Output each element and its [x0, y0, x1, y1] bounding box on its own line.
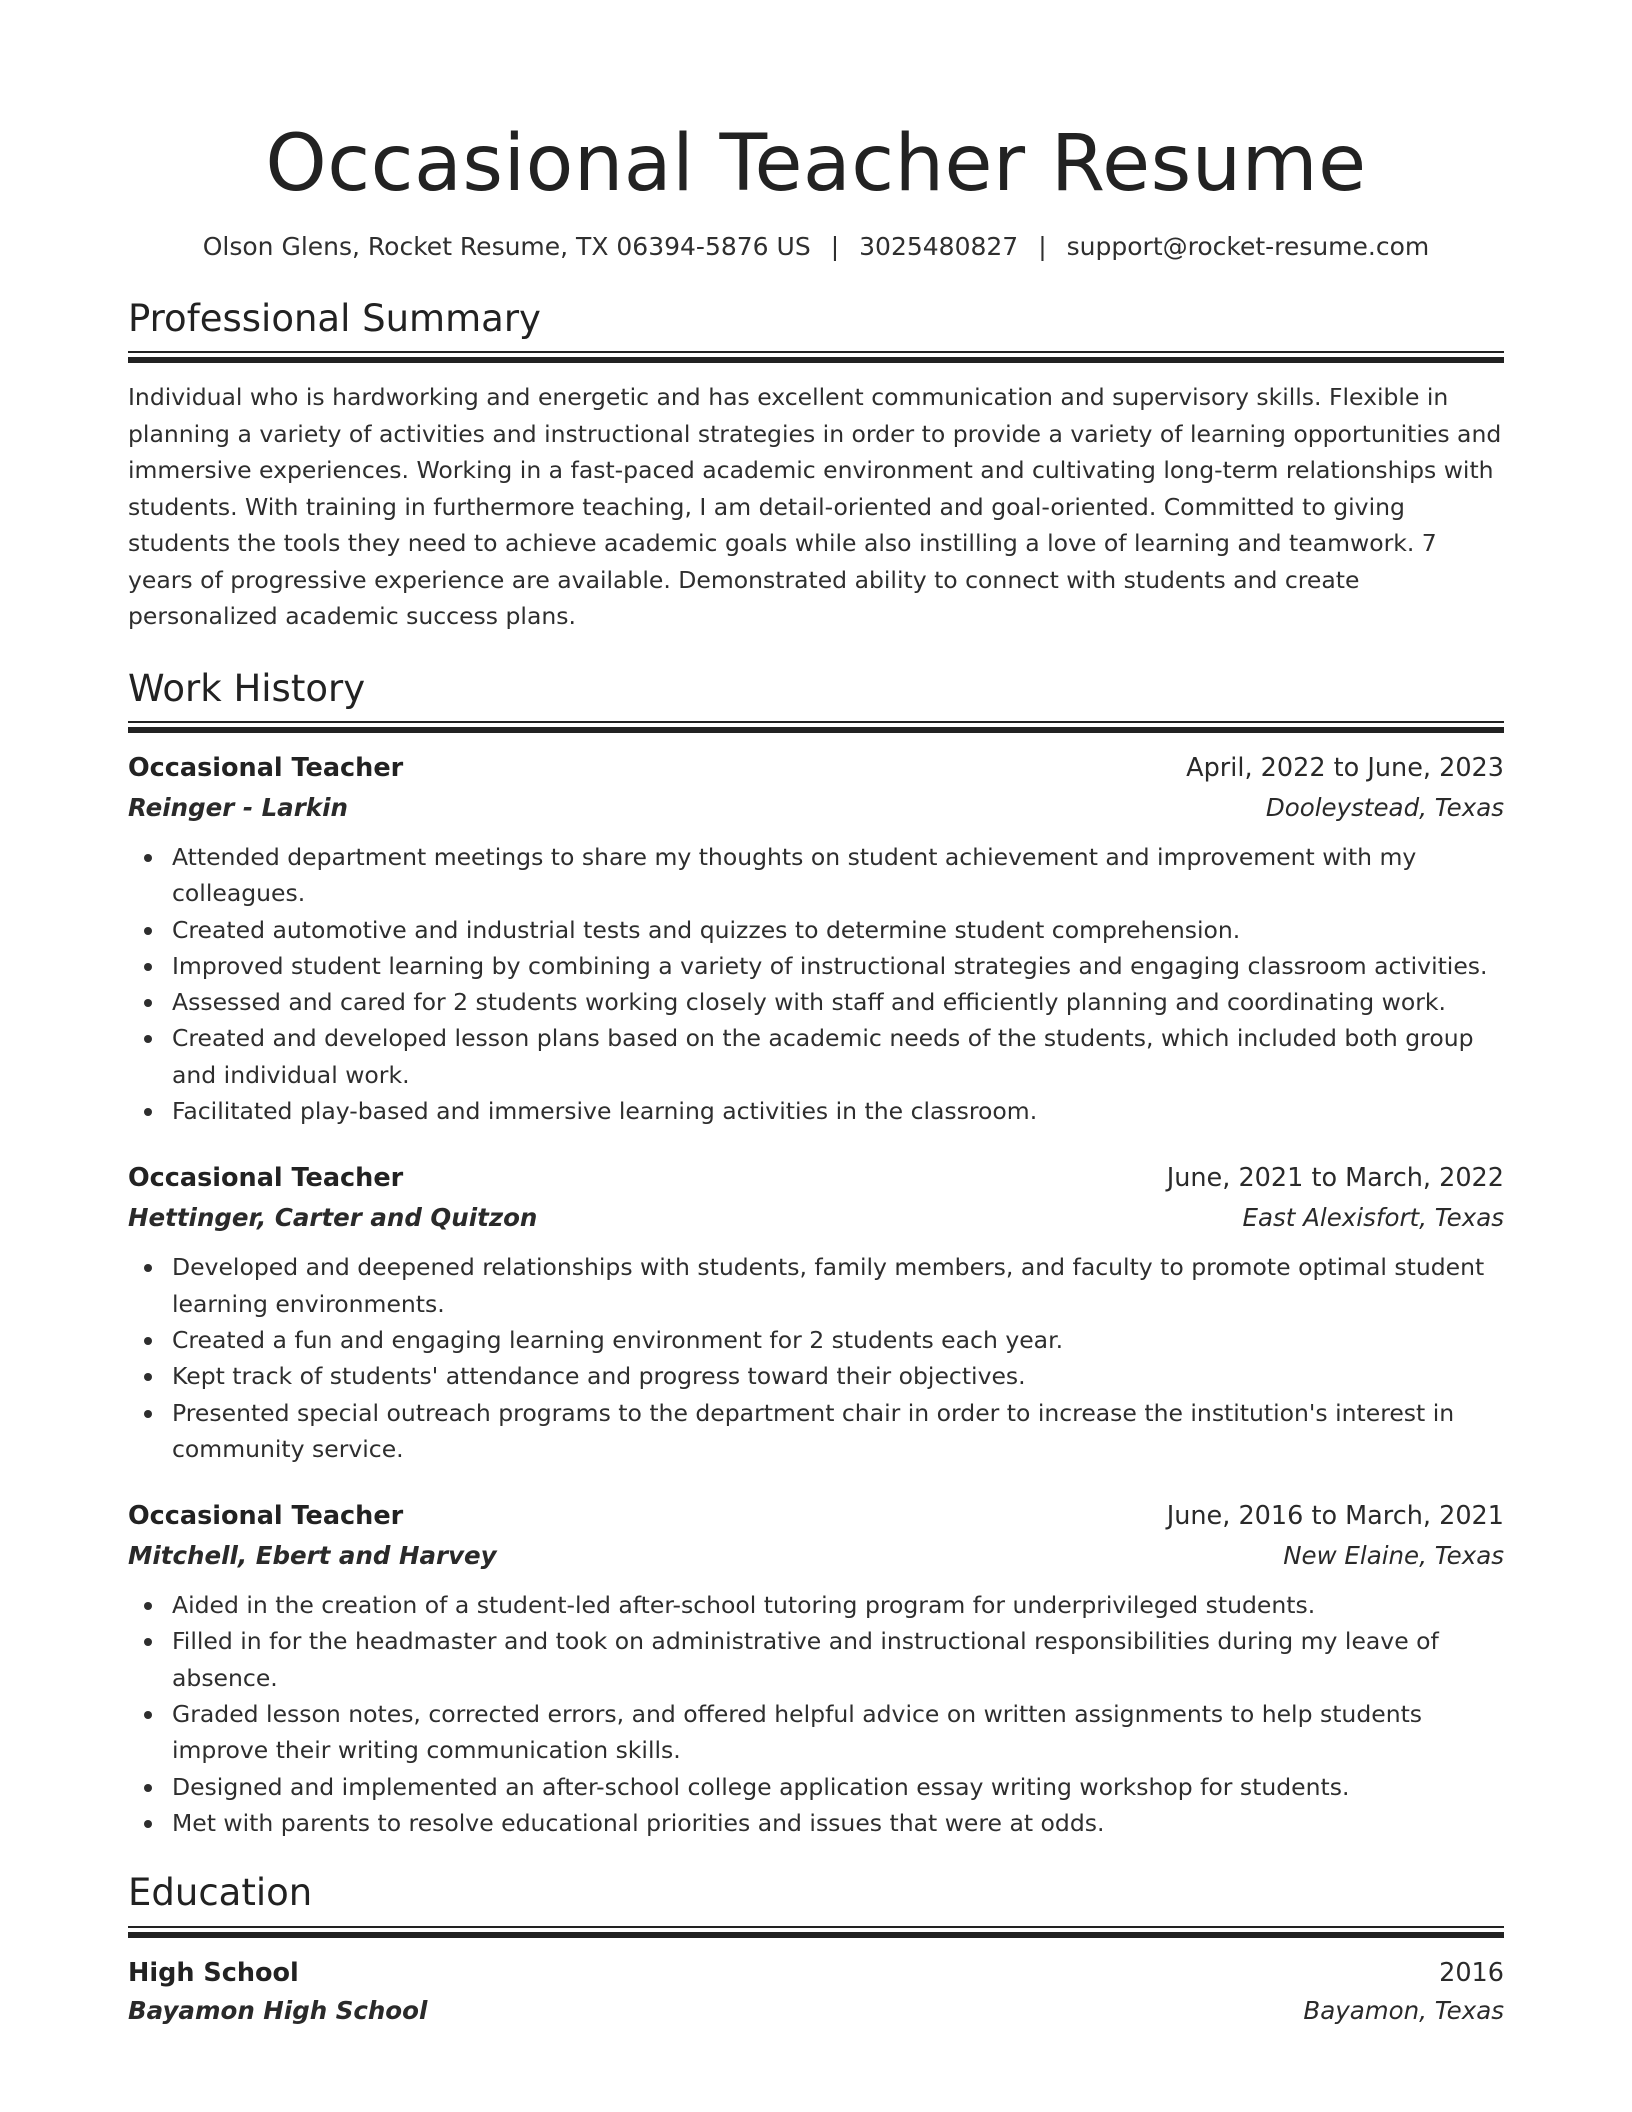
job-bullet: Improved student learning by combining a variety of instructional strategies and engaging classroom activities. — [128, 948, 1504, 984]
job-entry — [128, 749, 1504, 1129]
job-bullet: Attended department meetings to share my thoughts on student achievement and improvement with my colleagues. — [128, 839, 1504, 912]
section-heading-summary: Professional Summary — [128, 296, 541, 340]
job-location: Dooleystead, Texas — [1265, 792, 1504, 822]
resume-title: Occasional Teacher Resume — [265, 119, 1367, 209]
section-heading-education: Education — [128, 1871, 313, 1915]
education-header-row — [128, 1954, 1504, 1992]
job-bullet: Created and developed lesson plans based on the academic needs of the students, which included both group and individual work. — [128, 1020, 1504, 1093]
education-school-row — [128, 1992, 1504, 2030]
education-year: 2016 — [1439, 1957, 1504, 1988]
job-company-row — [128, 788, 1504, 827]
job-bullet: Presented special outreach programs to the department chair in order to increase the institution's interest in community service. — [128, 1395, 1504, 1468]
job-title: Occasional Teacher — [128, 1163, 404, 1194]
job-title: Occasional Teacher — [128, 1501, 404, 1532]
education-school: Bayamon High School — [128, 1995, 428, 2025]
job-bullet: Created a fun and engaging learning environment for 2 students each year. — [128, 1322, 1504, 1358]
job-company-row — [128, 1536, 1504, 1575]
job-bullet: Developed and deepened relationships with students, family members, and faculty to promote optimal student learning environments. — [128, 1249, 1504, 1322]
section-divider — [128, 351, 1504, 363]
section-divider — [128, 721, 1504, 733]
section-divider — [128, 1926, 1504, 1938]
job-entry — [128, 1159, 1504, 1467]
job-company: Reinger - Larkin — [128, 792, 348, 822]
contact-separator: | — [1038, 231, 1047, 261]
contact-line — [128, 232, 1504, 261]
job-bullet-list — [128, 839, 1504, 1129]
job-bullet: Assessed and cared for 2 students working closely with staff and efficiently planning and coordinating work. — [128, 984, 1504, 1020]
job-bullet-list — [128, 1587, 1504, 1841]
job-bullet: Graded lesson notes, corrected errors, and offered helpful advice on written assignments to help students improve their writing communication skills. — [128, 1696, 1504, 1769]
job-location: New Elaine, Texas — [1283, 1541, 1504, 1571]
contact-separator: | — [830, 231, 840, 261]
job-bullet: Kept track of students' attendance and progress toward their objectives. — [128, 1358, 1504, 1394]
work-history-section — [128, 667, 1504, 1842]
job-bullet: Aided in the creation of a student-led after-school tutoring program for underprivileged students. — [128, 1587, 1504, 1623]
job-bullet-list — [128, 1249, 1504, 1467]
job-header-row — [128, 1159, 1504, 1198]
summary-text: Individual who is hardworking and energetic and has excellent communication and supervisory skills. Flexible in planning a variety of activities and instructional strategies in order to provide a variety of learning opportunities and immersive experiences. Working in a fast-paced academic environment and cultivating long-term relationships with students. With training in furthermore teaching, I am detail-oriented and goal-oriented. Committed to giving students the tools they need to achieve academic goals while also instilling a love of learning and teamwork. 7 years of progressive experience are available. Demonstrated ability to connect with students and create personalized academic success plans. — [128, 383, 1502, 631]
job-header-row — [128, 1497, 1504, 1536]
job-entry — [128, 1497, 1504, 1841]
education-entry — [128, 1954, 1504, 2030]
job-bullet: Met with parents to resolve educational priorities and issues that were at odds. — [128, 1805, 1504, 1841]
education-location: Bayamon, Texas — [1303, 1995, 1504, 2025]
summary-section — [128, 297, 1504, 635]
job-header-row — [128, 749, 1504, 788]
job-bullet: Facilitated play-based and immersive learning activities in the classroom. — [128, 1093, 1504, 1129]
section-heading-work-history: Work History — [128, 666, 366, 710]
job-dates: June, 2021 to March, 2022 — [1166, 1163, 1504, 1194]
job-bullet: Filled in for the headmaster and took on administrative and instructional responsibilities during my leave of absence. — [128, 1623, 1504, 1696]
job-dates: April, 2022 to June, 2023 — [1186, 752, 1504, 783]
education-section — [128, 1871, 1504, 2029]
job-company: Hettinger, Carter and Quitzon — [128, 1203, 538, 1233]
contact-address: Olson Glens, Rocket Resume, TX 06394-5876 US — [202, 231, 811, 261]
contact-phone: 3025480827 — [859, 231, 1019, 261]
job-company: Mitchell, Ebert and Harvey — [128, 1541, 497, 1571]
job-location: East Alexisfort, Texas — [1242, 1203, 1504, 1233]
education-degree: High School — [128, 1957, 299, 1988]
job-bullet: Designed and implemented an after-school college application essay writing workshop for students. — [128, 1769, 1504, 1805]
job-dates: June, 2016 to March, 2021 — [1166, 1501, 1504, 1532]
job-title: Occasional Teacher — [128, 752, 404, 783]
job-company-row — [128, 1198, 1504, 1237]
job-bullet: Created automotive and industrial tests and quizzes to determine student comprehension. — [128, 912, 1504, 948]
contact-email: support@rocket-resume.com — [1066, 231, 1430, 261]
